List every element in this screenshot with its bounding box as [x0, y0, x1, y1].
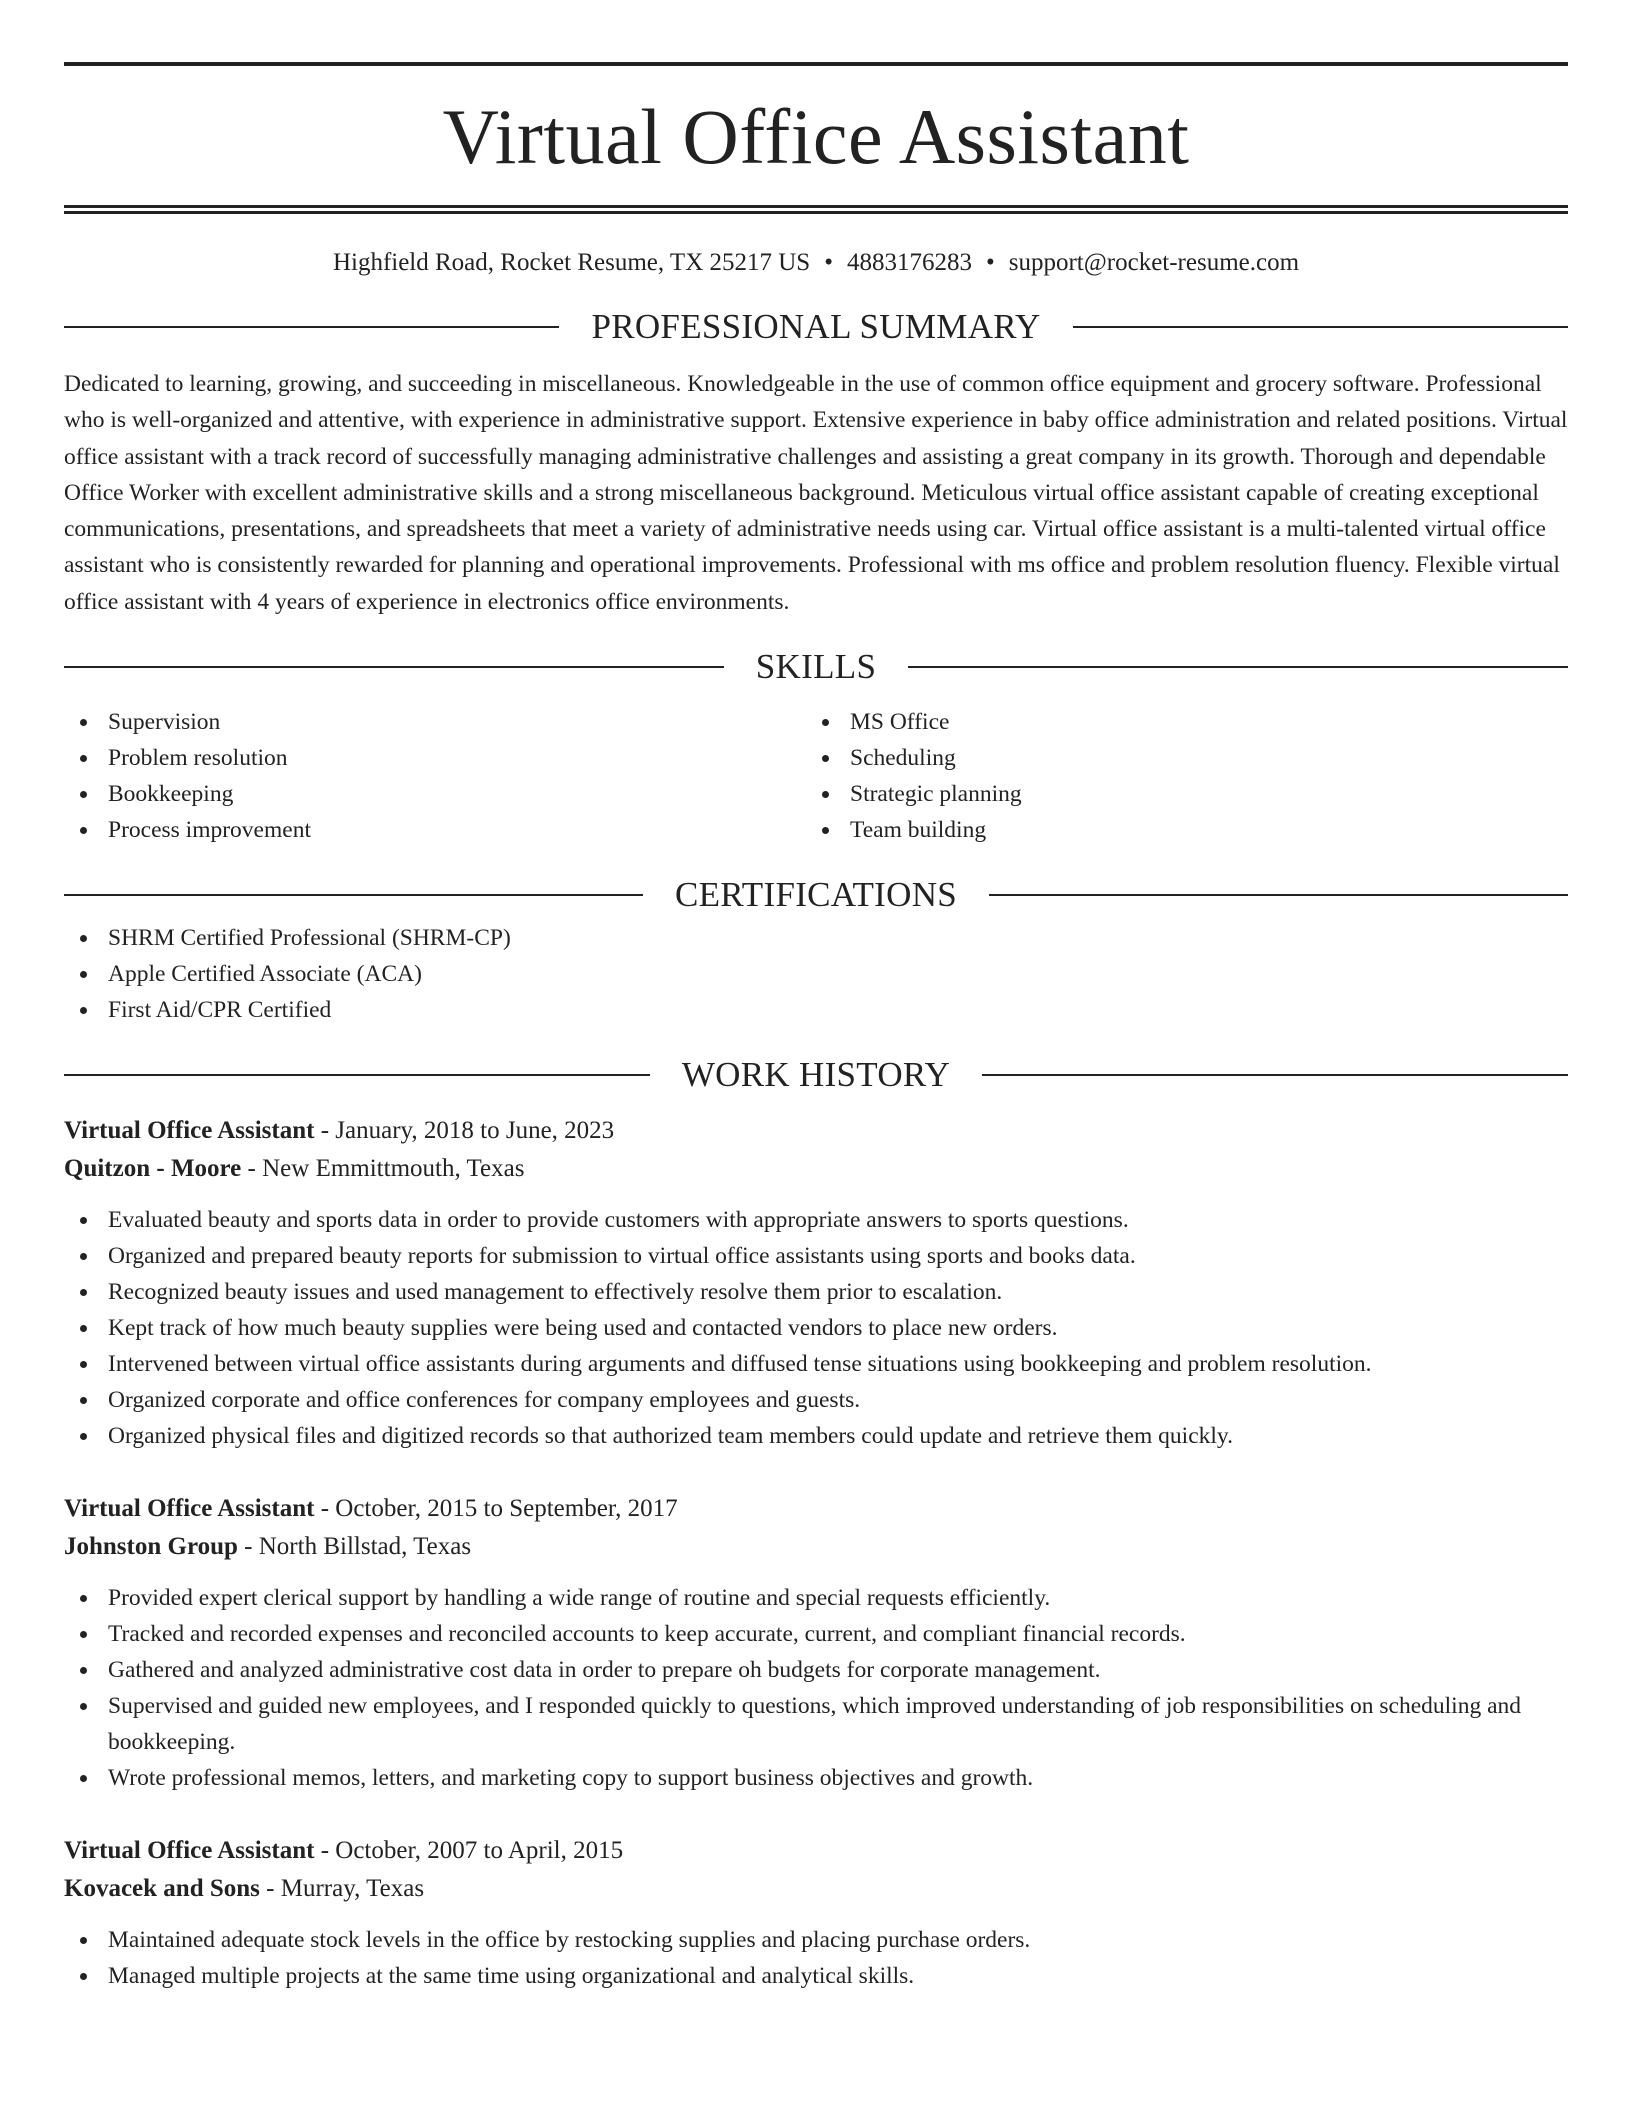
certifications-heading [64, 870, 1568, 920]
job-bullet: Evaluated beauty and sports data in order to provide customers with appropriate answers to sports questions. [64, 1202, 1568, 1238]
job-bullet: Maintained adequate stock levels in the office by restocking supplies and placing purchase orders. [64, 1922, 1568, 1958]
job-title: Virtual Office Assistant [64, 1495, 315, 1523]
job-bullet: Tracked and recorded expenses and reconciled accounts to keep accurate, current, and compliant financial records. [64, 1616, 1568, 1652]
job-company: Kovacek and Sons [64, 1875, 260, 1903]
job-title-line [64, 1112, 1568, 1150]
double-rule [64, 205, 1568, 214]
summary-text: Dedicated to learning, growing, and succeeding in miscellaneous. Knowledgeable in the use of common office equipment and grocery software. Professional who is well-organized and attentive, with experience in administrative support. Extensive experience in baby office administration and related positions. Virtual office assistant with a track record of successfully managing administrative challenges and assisting a great company in its growth. Thorough and dependable Office Worker with excellent administrative skills and a strong miscellaneous background. Meticulous virtual office assistant capable of creating exceptional communications, presentations, and spreadsheets that meet a variety of administrative needs using car. Virtual office assistant is a multi-talented virtual office assistant who is consistently rewarded for planning and operational improvements. Professional with ms office and problem resolution fluency. Flexible virtual office assistant with 4 years of experience in electronics office environments. [64, 371, 1568, 615]
heading-rule-right [989, 894, 1568, 896]
contact-separator: • [985, 249, 995, 276]
job-dates: - January, 2018 to June, 2023 [314, 1117, 615, 1145]
skills-title: SKILLS [755, 647, 877, 687]
job-bullet: Intervened between virtual office assistants during arguments and diffused tense situations using bookkeeping and problem resolution. [64, 1346, 1568, 1382]
skill-item: MS Office [806, 704, 1548, 740]
skill-item: Supervision [64, 704, 806, 740]
summary-title: PROFESSIONAL SUMMARY [591, 307, 1041, 346]
resume-page [64, 0, 1568, 1994]
job-entry [64, 1832, 1568, 1994]
skills-list-left [64, 704, 806, 848]
contact-separator: • [824, 249, 833, 276]
job-bullet: Organized and prepared beauty reports for submission to virtual office assistants using sports and books data. [64, 1238, 1568, 1274]
job-title: Virtual Office Assistant [64, 1117, 315, 1145]
job-bullet: Provided expert clerical support by handling a wide range of routine and special requests efficiently. [64, 1580, 1568, 1616]
job-bullets [64, 1580, 1568, 1796]
skill-item: Process improvement [64, 812, 806, 848]
contact-address: Highfield Road, Rocket Resume, TX 25217 US [332, 249, 811, 276]
job-bullet: Organized corporate and office conferences for company employees and guests. [64, 1382, 1568, 1418]
job-bullet: Gathered and analyzed administrative cost data in order to prepare oh budgets for corporate management. [64, 1652, 1568, 1688]
skill-item: Scheduling [806, 740, 1548, 776]
skills-list-right [806, 704, 1548, 848]
certifications-list [64, 920, 1568, 1028]
heading-rule-right [1073, 326, 1568, 328]
contact-line [64, 246, 1568, 280]
job-bullet: Recognized beauty issues and used management to effectively resolve them prior to escalation. [64, 1274, 1568, 1310]
heading-rule-left [64, 666, 724, 668]
heading-rule-right [908, 666, 1568, 668]
job-entry [64, 1112, 1568, 1454]
job-location: - North Billstad, Texas [237, 1533, 472, 1561]
work-history-title: WORK HISTORY [681, 1055, 951, 1095]
job-company-line [64, 1870, 1568, 1908]
certification-item: SHRM Certified Professional (SHRM-CP) [64, 920, 1568, 956]
job-bullets [64, 1202, 1568, 1454]
skills-grid [64, 704, 1568, 848]
job-dates: - October, 2015 to September, 2017 [314, 1495, 678, 1523]
heading-rule-left [64, 1074, 650, 1076]
job-bullet: Managed multiple projects at the same time using organizational and analytical skills. [64, 1958, 1568, 1994]
skill-item: Problem resolution [64, 740, 806, 776]
job-bullet: Organized physical files and digitized records so that authorized team members could update and retrieve them quickly. [64, 1418, 1568, 1454]
job-bullet: Wrote professional memos, letters, and marketing copy to support business objectives and growth. [64, 1760, 1568, 1796]
skill-item: Team building [806, 812, 1548, 848]
contact-phone: 4883176283 [846, 249, 972, 276]
job-company: Johnston Group [64, 1533, 238, 1561]
resume-name: Virtual Office Assistant [442, 93, 1190, 180]
job-bullet: Kept track of how much beauty supplies were being used and contacted vendors to place new orders. [64, 1310, 1568, 1346]
job-dates: - October, 2007 to April, 2015 [314, 1837, 624, 1865]
job-title-line [64, 1490, 1568, 1528]
skill-item: Strategic planning [806, 776, 1548, 812]
job-location: - New Emmittmouth, Texas [241, 1155, 525, 1183]
job-company-line [64, 1150, 1568, 1188]
heading-rule-left [64, 326, 559, 328]
job-bullets [64, 1922, 1568, 1994]
summary-heading [64, 302, 1568, 352]
job-entry [64, 1490, 1568, 1796]
contact-email: support@rocket-resume.com [1008, 249, 1300, 276]
job-location: - Murray, Texas [259, 1875, 425, 1903]
certification-item: Apple Certified Associate (ACA) [64, 956, 1568, 992]
job-bullet: Supervised and guided new employees, and I responded quickly to questions, which improved understanding of job responsibilities on scheduling and bookkeeping. [64, 1688, 1568, 1760]
heading-rule-left [64, 894, 643, 896]
job-company: Quitzon - Moore [64, 1155, 242, 1183]
skill-item: Bookkeeping [64, 776, 806, 812]
skills-heading [64, 642, 1568, 692]
job-company-line [64, 1528, 1568, 1566]
job-title: Virtual Office Assistant [64, 1837, 315, 1865]
certifications-title: CERTIFICATIONS [674, 875, 958, 915]
job-title-line [64, 1832, 1568, 1870]
heading-rule-right [982, 1074, 1568, 1076]
certification-item: First Aid/CPR Certified [64, 992, 1568, 1028]
work-history-heading [64, 1050, 1568, 1100]
top-rule [64, 62, 1568, 66]
